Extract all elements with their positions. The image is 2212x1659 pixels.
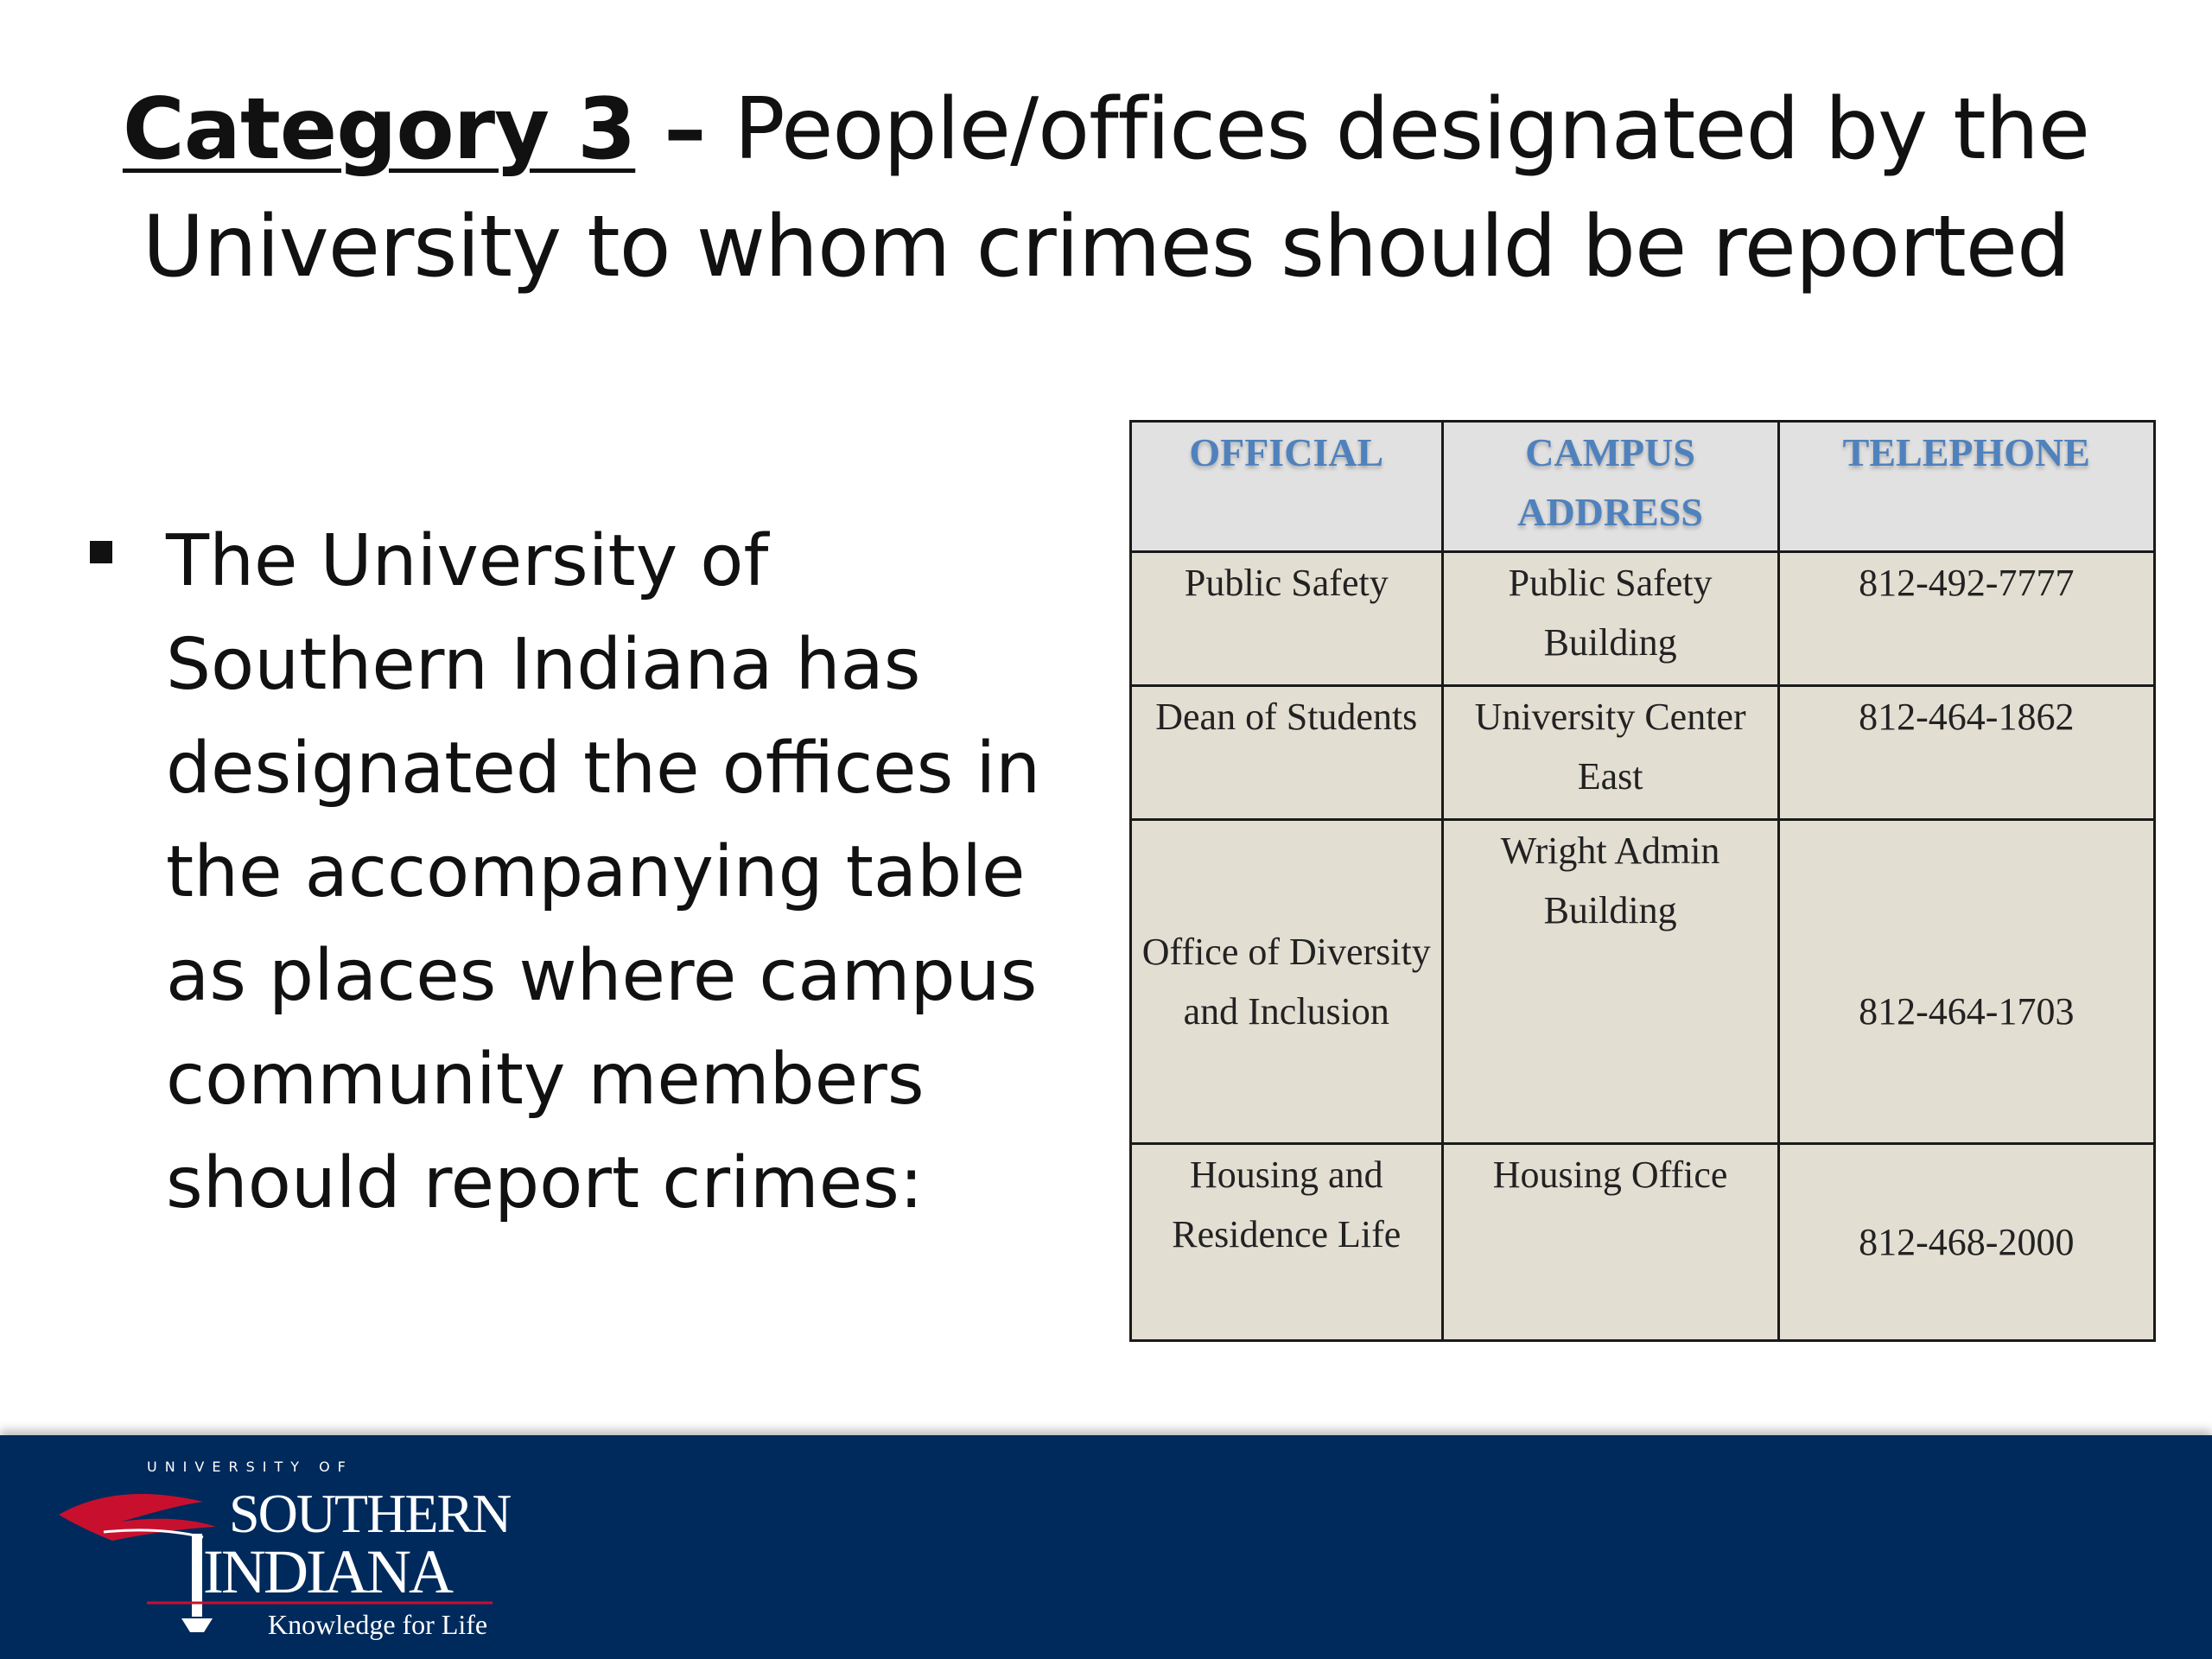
header-official: OFFICIAL (1131, 422, 1443, 552)
logo-indiana-text: INDIANA (203, 1537, 451, 1606)
footer-bar (0, 1435, 2212, 1659)
header-campus-address: CAMPUS ADDRESS (1442, 422, 1778, 552)
table-row (1131, 686, 2155, 820)
cell-address: Housing Office (1442, 1144, 1778, 1341)
header-telephone: TELEPHONE (1778, 422, 2154, 552)
title-text: People/offices designated by the University to whom crimes should be reported (142, 80, 2090, 296)
table-row (1131, 552, 2155, 686)
bullet-text: The University of Southern Indiana has designated the offices in the accompanying table as places where campus community members should report crimes: (166, 520, 1041, 1224)
table-header-row (1131, 422, 2155, 552)
cell-official: Housing and Residence Life (1131, 1144, 1443, 1341)
cell-phone: 812-468-2000 (1778, 1144, 2154, 1341)
cell-address: Public Safety Building (1442, 552, 1778, 686)
title-dash: – (635, 80, 734, 179)
cell-phone: 812-464-1703 (1778, 820, 2154, 1144)
cell-official: Public Safety (1131, 552, 1443, 686)
cell-address: University Center East (1442, 686, 1778, 820)
square-bullet-icon (90, 541, 112, 563)
cell-address: Wright Admin Building (1442, 820, 1778, 1144)
torch-stem-icon (192, 1534, 202, 1617)
cell-official: Office of Diversity and Inclusion (1131, 820, 1443, 1144)
usi-logo (52, 1454, 553, 1644)
flame-icon (59, 1494, 216, 1541)
slide-title (0, 71, 2212, 306)
table-row (1131, 820, 2155, 1144)
cell-official: Dean of Students (1131, 686, 1443, 820)
cell-phone: 812-492-7777 (1778, 552, 2154, 686)
logo-southern-text: SOUTHERN (229, 1483, 511, 1544)
table-row (1131, 1144, 2155, 1341)
offices-table (1129, 420, 2156, 1342)
logo-tagline-text: Knowledge for Life (268, 1609, 488, 1640)
cell-phone: 812-464-1862 (1778, 686, 2154, 820)
title-category: Category 3 (122, 80, 636, 179)
logo-top-text: UNIVERSITY OF (147, 1459, 353, 1475)
